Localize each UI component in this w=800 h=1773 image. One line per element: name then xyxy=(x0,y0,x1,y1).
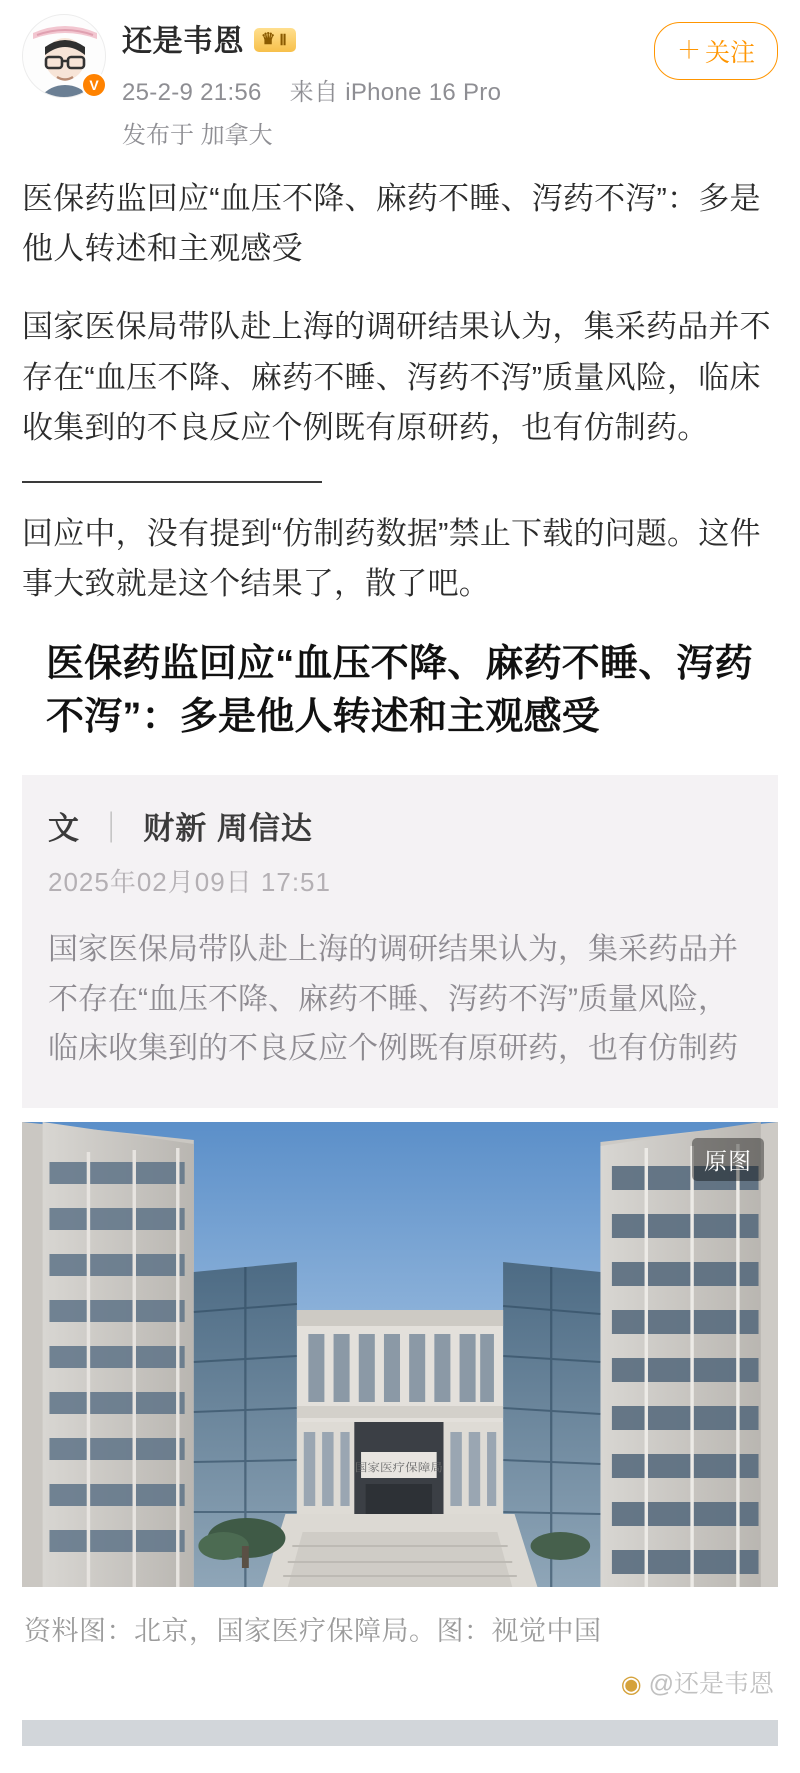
post-comment: 回应中，没有提到“仿制药数据”禁止下载的问题。这件事大致就是这个结果了，散了吧。 xyxy=(22,516,761,602)
article-quote-block xyxy=(22,775,778,1108)
article-photo-wrap[interactable] xyxy=(22,1122,778,1587)
byline-label: 文 xyxy=(48,811,80,847)
follow-label: 关注 xyxy=(704,39,755,67)
byline-author: 财新 周信达 xyxy=(143,811,313,847)
post-body: 国家医保局带队赴上海的调研结果认为，集采药品并不存在“血压不降、麻药不睡、泻药不泻”质量风险，临床收集到的不良反应个例既有原研药，也有仿制药。 xyxy=(22,309,771,445)
watermark-text: @还是韦恩 xyxy=(648,1669,774,1698)
avatar[interactable] xyxy=(22,14,106,98)
post-location: 发布于 加拿大 xyxy=(122,122,273,149)
vip-level-label: Ⅱ xyxy=(279,32,287,49)
article-date: 2025年02月09日 17:51 xyxy=(48,867,331,898)
post-headline: 医保药监回应“血压不降、麻药不睡、泻药不泻”：多是他人转述和主观感受 xyxy=(22,181,761,267)
article-title[interactable]: 医保药监回应“血压不降、麻药不睡、泻药不泻”：多是他人转述和主观感受 xyxy=(46,642,753,739)
next-image-placeholder[interactable] xyxy=(22,1720,778,1746)
post-watermark xyxy=(22,1648,778,1700)
vip-badge[interactable] xyxy=(254,28,296,52)
article-lead: 国家医保局带队赴上海的调研结果认为，集采药品并不存在“血压不降、麻药不睡、泻药不泻”质量风险，临床收集到的不良反应个例既有原研药，也有仿制药 xyxy=(48,933,738,1066)
article-photo[interactable] xyxy=(22,1122,778,1587)
text-divider xyxy=(22,481,322,483)
user-nickname[interactable]: 还是韦恩 xyxy=(122,25,244,58)
plus-icon: ＋ xyxy=(676,37,701,64)
original-image-tag[interactable]: 原图 xyxy=(692,1138,764,1181)
article-card[interactable] xyxy=(0,616,800,1746)
article-image-caption: 资料图：北京，国家医疗保障局。图：视觉中国 xyxy=(24,1615,602,1646)
verified-badge-icon: V xyxy=(81,72,107,98)
post-source[interactable]: 来自 iPhone 16 Pro xyxy=(289,79,502,106)
byline-divider: ｜ xyxy=(95,811,128,847)
post-header xyxy=(0,0,800,150)
svg-text:国家医疗保障局: 国家医疗保障局 xyxy=(354,1460,443,1474)
post-timestamp: 25-2-9 21:56 xyxy=(122,79,262,106)
weibo-icon: ◉ xyxy=(620,1670,642,1698)
crown-icon: ♛ xyxy=(261,31,276,48)
follow-button[interactable] xyxy=(654,22,778,80)
article-byline xyxy=(48,803,752,848)
building-photo-illustration xyxy=(22,1122,778,1587)
post-content xyxy=(0,150,800,610)
